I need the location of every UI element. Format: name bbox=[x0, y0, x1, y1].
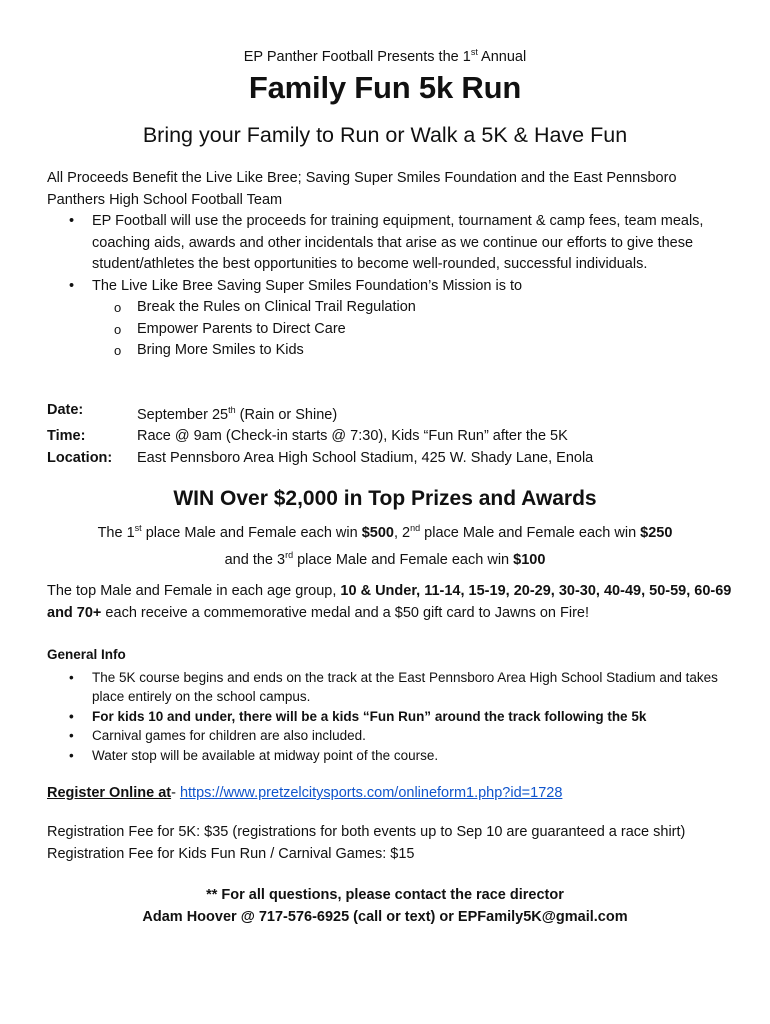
location-label: Location: bbox=[47, 449, 113, 466]
register-label: Register Online at bbox=[47, 785, 172, 801]
time-value: Race @ 9am (Check-in starts @ 7:30), Kids “Fun Run” after the 5K bbox=[137, 428, 568, 445]
page-subtitle: Bring your Family to Run or Walk a 5K & Have Fun bbox=[142, 123, 628, 147]
contact-section bbox=[0, 884, 770, 928]
presents-ordinal: st bbox=[470, 47, 478, 57]
foundation-mission-text: The Live Like Bree Saving Super Smiles Foundation’s Mission is to bbox=[92, 277, 523, 294]
location-row bbox=[47, 448, 737, 470]
page-title: Family Fun 5k Run bbox=[248, 70, 522, 105]
location-value: East Pennsboro Area High School Stadium, 425 W. Shady Lane, Enola bbox=[137, 449, 594, 466]
general-info-item: • Water stop will be available at midway point of the course. bbox=[47, 746, 737, 766]
presents-annual: Annual bbox=[477, 48, 527, 65]
contact-details: Adam Hoover @ 717-576-6925 (call or text) or EPFamily5K@gmail.com bbox=[142, 909, 628, 925]
general-info-heading: General Info bbox=[47, 647, 126, 662]
mission-sublist bbox=[92, 297, 737, 362]
age-group-list: 10 & Under, 11-14, 15-19, 20-29, 30-30, 40-49, 50-59, 60-69 and 70+ bbox=[47, 583, 732, 621]
event-facts bbox=[47, 400, 737, 469]
prizes-line-2: and the 3rd place Male and Female each win $100 bbox=[224, 549, 546, 568]
prizes-headline: WIN Over $2,000 in Top Prizes and Awards bbox=[173, 487, 597, 510]
proceeds-bullet-foundation bbox=[47, 276, 737, 362]
proceeds-intro: All Proceeds Benefit the Live Like Bree; Saving Super Smiles Foundation and the East Pennsboro Panthers High School Football Team bbox=[47, 170, 677, 208]
time-row bbox=[47, 426, 737, 448]
prize-amount-second: $250 bbox=[640, 524, 673, 541]
registration-fees bbox=[47, 821, 737, 865]
contact-intro: ** For all questions, please contact the race director bbox=[206, 887, 564, 903]
prize-amount-third: $100 bbox=[513, 551, 546, 568]
general-info-item: • The 5K course begins and ends on the track at the East Pennsboro Area High School Stadium and takes place entirely on the school campus. bbox=[47, 668, 737, 707]
registration-link[interactable]: https://www.pretzelcitysports.com/onlineform1.php?id=1728 bbox=[179, 785, 563, 801]
mission-item: o Break the Rules on Clinical Trail Regulation bbox=[92, 297, 737, 319]
age-group-awards: The top Male and Female in each age group, 10 & Under, 11-14, 15-19, 20-29, 30-30, 40-49, 50-59, 60-69 and 70+ each receive a commemorative medal and a $50 gift card to Jawns on Fire! bbox=[47, 583, 732, 621]
presents-text: EP Panther Football Presents the 1 bbox=[243, 48, 471, 65]
prizes-details bbox=[0, 517, 770, 571]
mission-item: o Bring More Smiles to Kids bbox=[92, 340, 737, 362]
mission-item: o Empower Parents to Direct Care bbox=[92, 319, 737, 341]
register-line: Register Online at- https://www.pretzelcitysports.com/onlineform1.php?id=1728 bbox=[47, 785, 563, 801]
proceeds-list bbox=[47, 211, 737, 362]
date-label: Date: bbox=[47, 402, 84, 418]
fee-5k: Registration Fee for 5K: $35 (registrations for both events up to Sep 10 are guaranteed a race shirt) bbox=[47, 824, 686, 840]
fee-kids-run: Registration Fee for Kids Fun Run / Carnival Games: $15 bbox=[47, 846, 415, 862]
date-row bbox=[47, 400, 737, 426]
proceeds-bullet-football: • EP Football will use the proceeds for training equipment, tournament & camp fees, team meals, coaching aids, awards and other incidentals that arise as we continue our efforts to give these student/athletes the best opportunities to become well-rounded, successful individuals. bbox=[47, 211, 737, 276]
general-info-item-kids-run: • For kids 10 and under, there will be a kids “Fun Run” around the track following the 5k bbox=[47, 707, 737, 727]
date-value: September 25th (Rain or Shine) bbox=[137, 405, 338, 423]
general-info-item: • Carnival games for children are also included. bbox=[47, 726, 737, 746]
presents-line bbox=[0, 47, 770, 65]
general-info-section bbox=[47, 645, 737, 765]
prizes-line-1: The 1st place Male and Female each win $500, 2nd place Male and Female each win $250 bbox=[97, 523, 673, 541]
time-label: Time: bbox=[47, 428, 86, 445]
general-info-list bbox=[47, 668, 737, 766]
prize-amount-first: $500 bbox=[361, 524, 394, 541]
proceeds-section bbox=[47, 168, 737, 362]
